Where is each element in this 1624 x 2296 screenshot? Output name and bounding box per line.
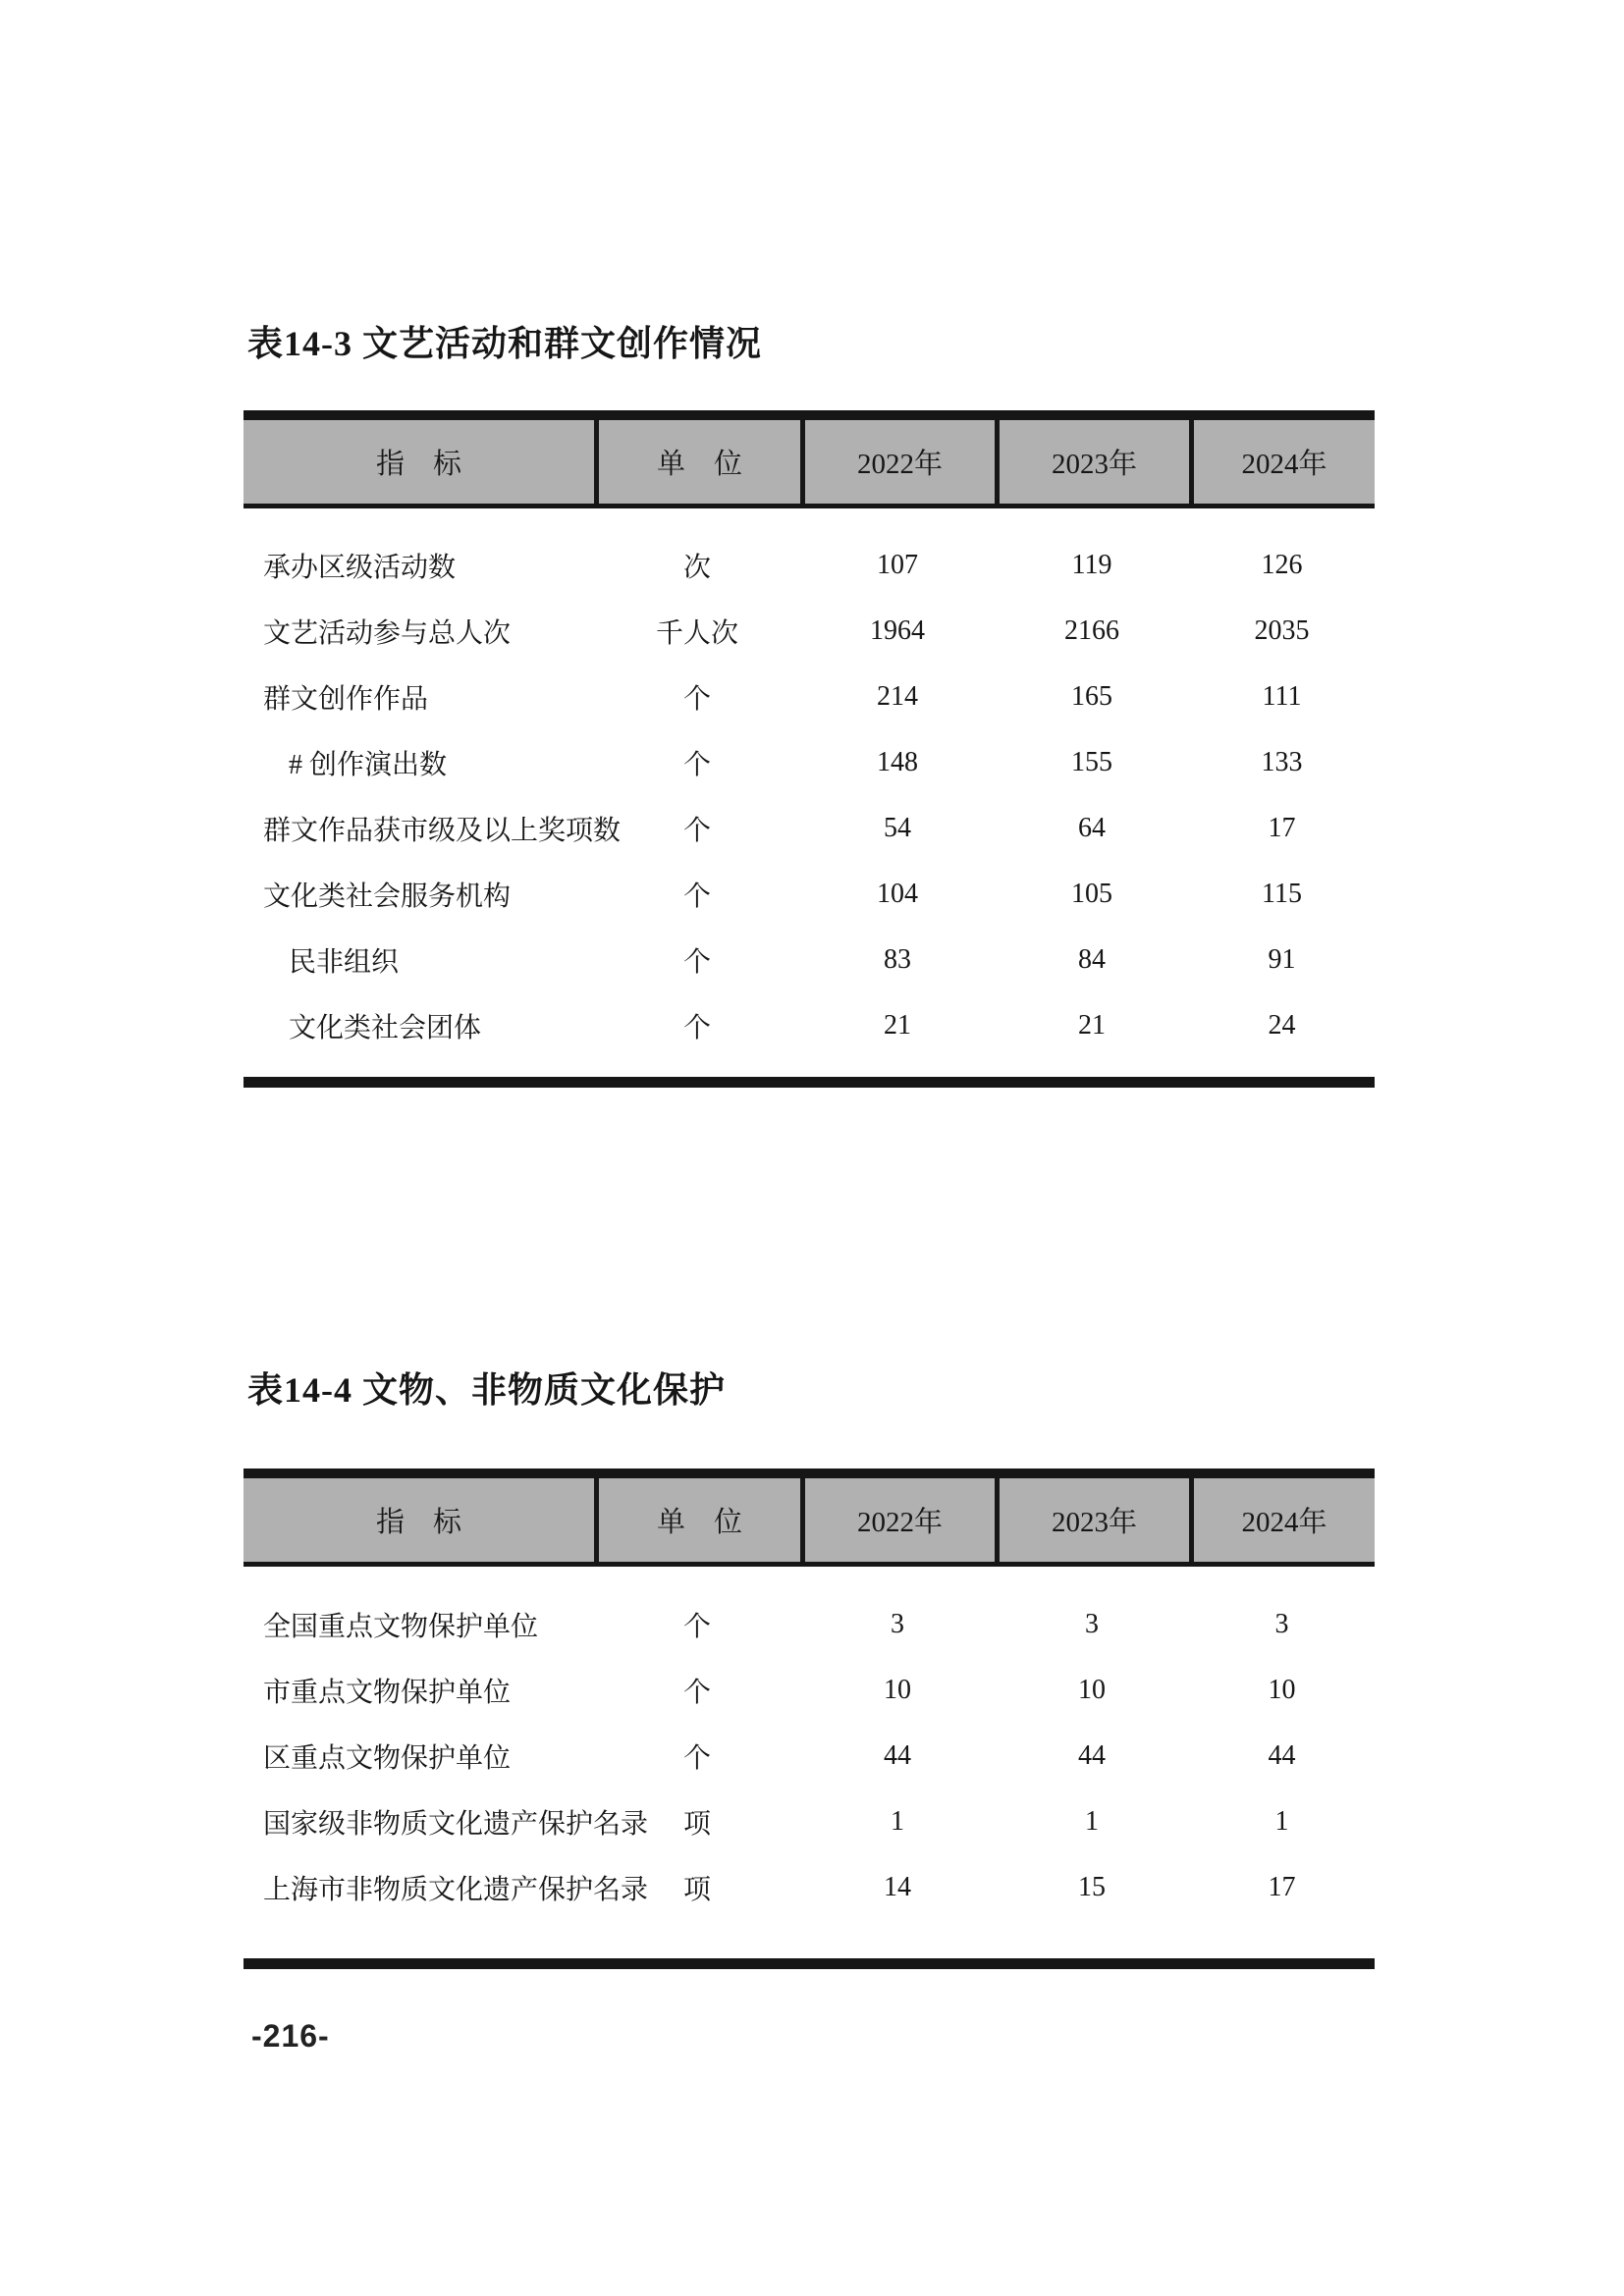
page-number: -216- <box>251 2018 330 2054</box>
indicator-cell: 民非组织 <box>289 946 400 978</box>
table-row <box>244 532 1375 598</box>
value-cell-2024: 2035 <box>1254 614 1310 646</box>
unit-cell: 个 <box>682 946 711 978</box>
indicator-cell: 全国重点文物保护单位 <box>263 1611 539 1642</box>
value-cell-2023: 2166 <box>1064 614 1119 646</box>
table-row <box>244 664 1375 729</box>
table-row-sub <box>244 729 1375 795</box>
table-14-4-title: 表14-4 文物、非物质文化保护 <box>247 1370 726 1410</box>
value-cell-2024: 1 <box>1274 1805 1289 1837</box>
table-header-row <box>244 410 1375 508</box>
header-2022: 2022年 <box>800 1478 995 1562</box>
indicator-cell: 群文创作作品 <box>263 683 429 715</box>
value-cell-2023: 64 <box>1078 812 1106 843</box>
indicator-cell: # 创作演出数 <box>289 749 448 780</box>
table-row <box>244 1723 1375 1789</box>
indicator-cell: 区重点文物保护单位 <box>263 1742 512 1774</box>
indicator-cell: 市重点文物保护单位 <box>263 1677 512 1708</box>
value-cell-2023: 15 <box>1078 1871 1106 1902</box>
value-cell-2022: 83 <box>884 943 911 975</box>
value-cell-2023: 21 <box>1078 1009 1106 1041</box>
indicator-cell: 文化类社会团体 <box>289 1012 482 1043</box>
value-cell-2023: 155 <box>1071 746 1112 777</box>
table-row <box>244 861 1375 927</box>
indicator-cell: 国家级非物质文化遗产保护名录 <box>263 1808 649 1840</box>
unit-cell: 个 <box>682 1742 711 1774</box>
unit-cell: 项 <box>682 1808 711 1840</box>
header-2023: 2023年 <box>995 420 1189 504</box>
value-cell-2022: 44 <box>884 1739 911 1771</box>
indicator-cell: 上海市非物质文化遗产保护名录 <box>263 1874 649 1905</box>
value-cell-2022: 54 <box>884 812 911 843</box>
table-14-3 <box>244 410 1375 1088</box>
indicator-cell: 文艺活动参与总人次 <box>263 617 512 649</box>
table-header-row <box>244 1468 1375 1567</box>
value-cell-2024: 17 <box>1268 812 1296 843</box>
unit-cell: 个 <box>682 1611 711 1642</box>
value-cell-2024: 17 <box>1268 1871 1296 1902</box>
unit-cell: 千人次 <box>655 617 738 649</box>
unit-cell: 次 <box>682 552 711 583</box>
value-cell-2022: 21 <box>884 1009 911 1041</box>
header-indicator: 指 标 <box>244 1478 594 1562</box>
value-cell-2023: 84 <box>1078 943 1106 975</box>
value-cell-2022: 10 <box>884 1674 911 1705</box>
value-cell-2023: 105 <box>1071 878 1112 909</box>
value-cell-2023: 119 <box>1071 549 1112 580</box>
value-cell-2024: 44 <box>1268 1739 1296 1771</box>
value-cell-2024: 24 <box>1268 1009 1296 1041</box>
value-cell-2024: 115 <box>1262 878 1302 909</box>
table-14-4 <box>244 1468 1375 1969</box>
unit-cell: 项 <box>682 1874 711 1905</box>
value-cell-2022: 107 <box>877 549 918 580</box>
header-2023: 2023年 <box>995 1478 1189 1562</box>
table-row <box>244 795 1375 861</box>
table-row <box>244 1789 1375 1854</box>
header-2024: 2024年 <box>1189 420 1375 504</box>
value-cell-2024: 133 <box>1261 746 1303 777</box>
value-cell-2024: 126 <box>1261 549 1303 580</box>
table-body <box>244 1567 1375 1969</box>
header-unit: 单 位 <box>594 1478 800 1562</box>
value-cell-2022: 1964 <box>870 614 925 646</box>
value-cell-2024: 91 <box>1268 943 1296 975</box>
value-cell-2022: 104 <box>877 878 918 909</box>
value-cell-2022: 3 <box>891 1608 904 1639</box>
table-row <box>244 1854 1375 1920</box>
table-row <box>244 598 1375 664</box>
unit-cell: 个 <box>682 815 711 846</box>
value-cell-2022: 214 <box>877 680 918 712</box>
value-cell-2023: 165 <box>1071 680 1112 712</box>
header-indicator: 指 标 <box>244 420 594 504</box>
table-body <box>244 508 1375 1088</box>
table-row <box>244 1591 1375 1657</box>
header-unit: 单 位 <box>594 420 800 504</box>
indicator-cell: 文化类社会服务机构 <box>263 881 512 912</box>
value-cell-2024: 10 <box>1268 1674 1296 1705</box>
value-cell-2023: 1 <box>1085 1805 1099 1837</box>
value-cell-2023: 10 <box>1078 1674 1106 1705</box>
table-row-sub <box>244 927 1375 992</box>
header-2022: 2022年 <box>800 420 995 504</box>
value-cell-2023: 44 <box>1078 1739 1106 1771</box>
value-cell-2023: 3 <box>1085 1608 1099 1639</box>
header-2024: 2024年 <box>1189 1478 1375 1562</box>
unit-cell: 个 <box>682 881 711 912</box>
value-cell-2022: 148 <box>877 746 918 777</box>
table-row <box>244 1657 1375 1723</box>
indicator-cell: 群文作品获市级及以上奖项数 <box>263 815 622 846</box>
value-cell-2024: 3 <box>1274 1608 1289 1639</box>
indicator-cell: 承办区级活动数 <box>263 552 457 583</box>
unit-cell: 个 <box>682 749 711 780</box>
unit-cell: 个 <box>682 683 711 715</box>
unit-cell: 个 <box>682 1012 711 1043</box>
value-cell-2022: 1 <box>891 1805 904 1837</box>
value-cell-2022: 14 <box>884 1871 911 1902</box>
value-cell-2024: 111 <box>1262 680 1302 712</box>
table-14-3-title: 表14-3 文艺活动和群文创作情况 <box>247 324 762 363</box>
unit-cell: 个 <box>682 1677 711 1708</box>
table-row-sub <box>244 992 1375 1058</box>
